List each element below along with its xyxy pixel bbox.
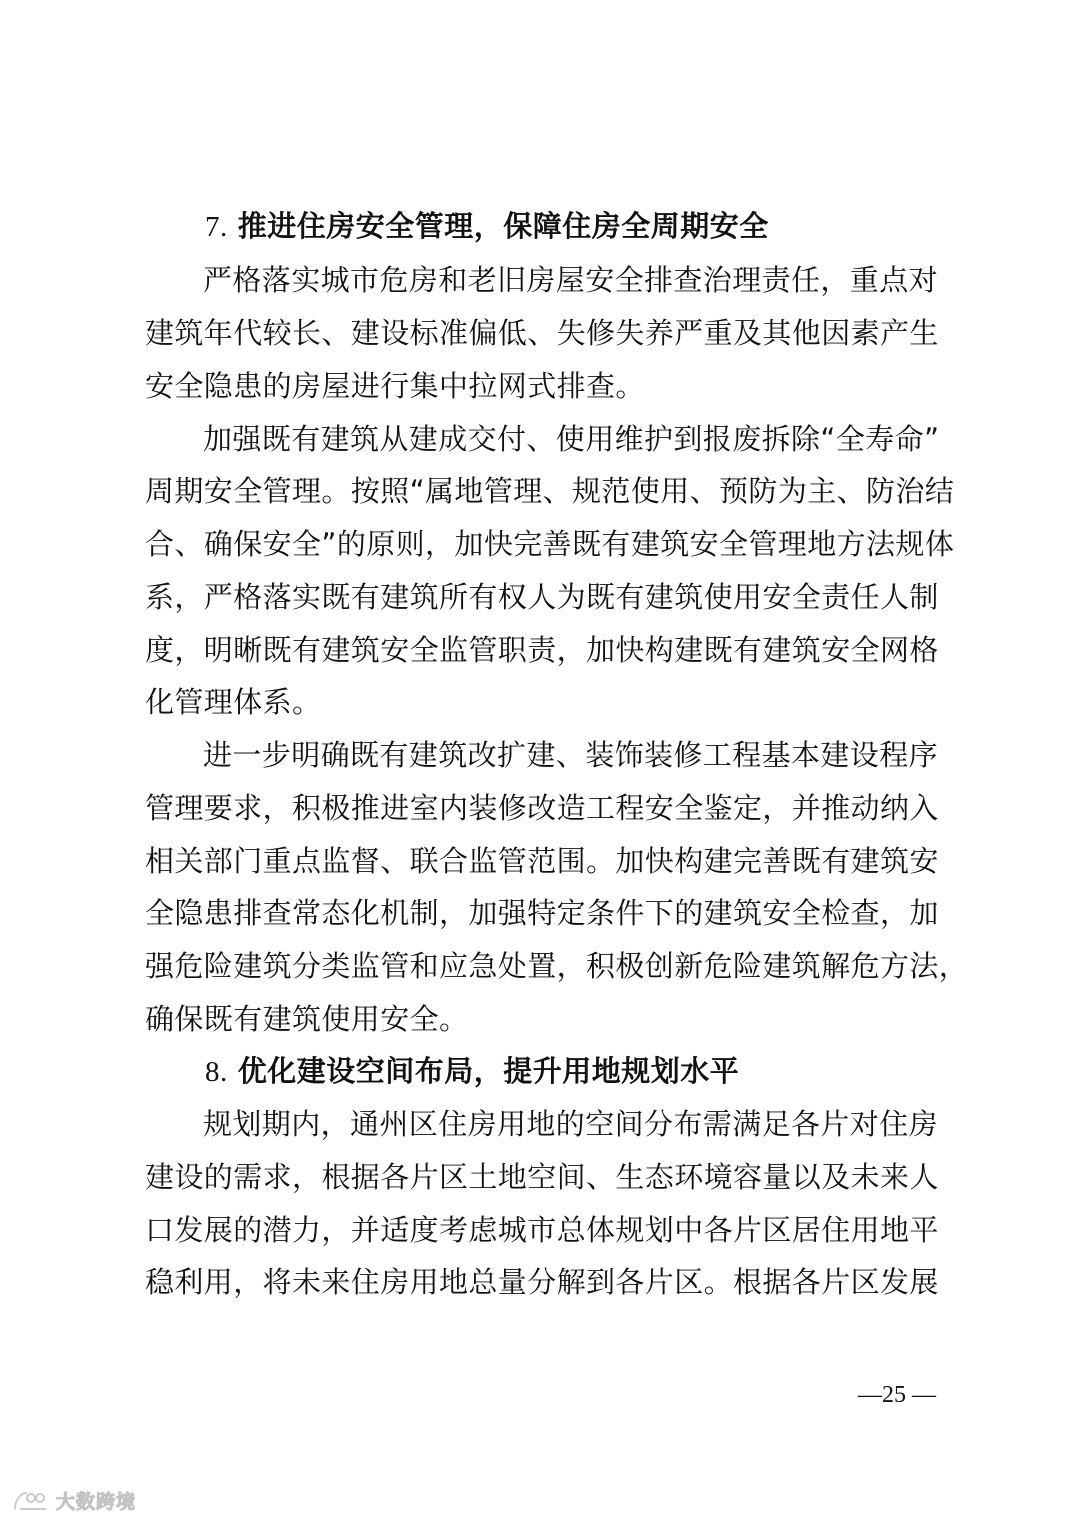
paragraph-line: 相关部门重点监督、联合监管范围。加快构建完善既有建筑安 — [145, 844, 939, 878]
paragraph-line: 度，明晰既有建筑安全监管职责，加快构建既有建筑安全网格 — [145, 633, 939, 667]
watermark — [12, 1487, 136, 1514]
section-number: 7. — [205, 211, 228, 243]
paragraph-line: 全隐患排查常态化机制，加强特定条件下的建筑安全检查，加 — [145, 896, 939, 930]
paragraph-line: 进一步明确既有建筑改扩建、装饰装修工程基本建设程序 — [203, 738, 939, 772]
paragraph-line: 建设的需求，根据各片区土地空间、生态环境容量以及未来人 — [145, 1160, 939, 1194]
paragraph-line: 建筑年代较长、建设标准偏低、失修失养严重及其他因素产生 — [145, 316, 939, 350]
section-title: 优化建设空间布局，提升用地规划水平 — [237, 1054, 740, 1088]
paragraph-line: 口发展的潜力，并适度考虑城市总体规划中各片区居住用地平 — [145, 1213, 939, 1247]
paragraph-line: 管理要求，积极推进室内装修改造工程安全鉴定，并推动纳入 — [145, 791, 939, 825]
section-title: 推进住房安全管理，保障住房全周期安全 — [237, 209, 769, 243]
watermark-text: 大数跨境 — [56, 1491, 137, 1513]
paragraph-line: 化管理体系。 — [145, 685, 322, 719]
section-8-heading — [205, 1049, 739, 1090]
paragraph-line: 合、确保安全”的原则，加快完善既有建筑安全管理地方法规体 — [145, 527, 955, 561]
paragraph-line: 系，严格落实既有建筑所有权人为既有建筑使用安全责任人制 — [145, 580, 939, 614]
paragraph-line: 严格落实城市危房和老旧房屋安全排查治理责任，重点对 — [203, 263, 939, 297]
paragraph-line: 稳利用，将未来住房用地总量分解到各片区。根据各片区发展 — [145, 1265, 939, 1299]
paragraph-line: 加强既有建筑从建成交付、使用维护到报废拆除“全寿命” — [203, 422, 940, 456]
paragraph-line: 确保既有建筑使用安全。 — [145, 1002, 469, 1036]
section-7-heading — [205, 204, 769, 245]
watermark-logo-icon — [12, 1489, 52, 1513]
paragraph-line: 周期安全管理。按照“属地管理、规范使用、预防为主、防治结 — [145, 474, 955, 508]
paragraph-line: 强危险建筑分类监管和应急处置，积极创新危险建筑解危方法， — [145, 949, 969, 983]
paragraph-line: 安全隐患的房屋进行集中拉网式排查。 — [145, 369, 645, 403]
section-number: 8. — [205, 1056, 228, 1088]
paragraph-line: 规划期内，通州区住房用地的空间分布需满足各片对住房 — [203, 1107, 939, 1141]
page-number: —25 — — [858, 1382, 936, 1408]
